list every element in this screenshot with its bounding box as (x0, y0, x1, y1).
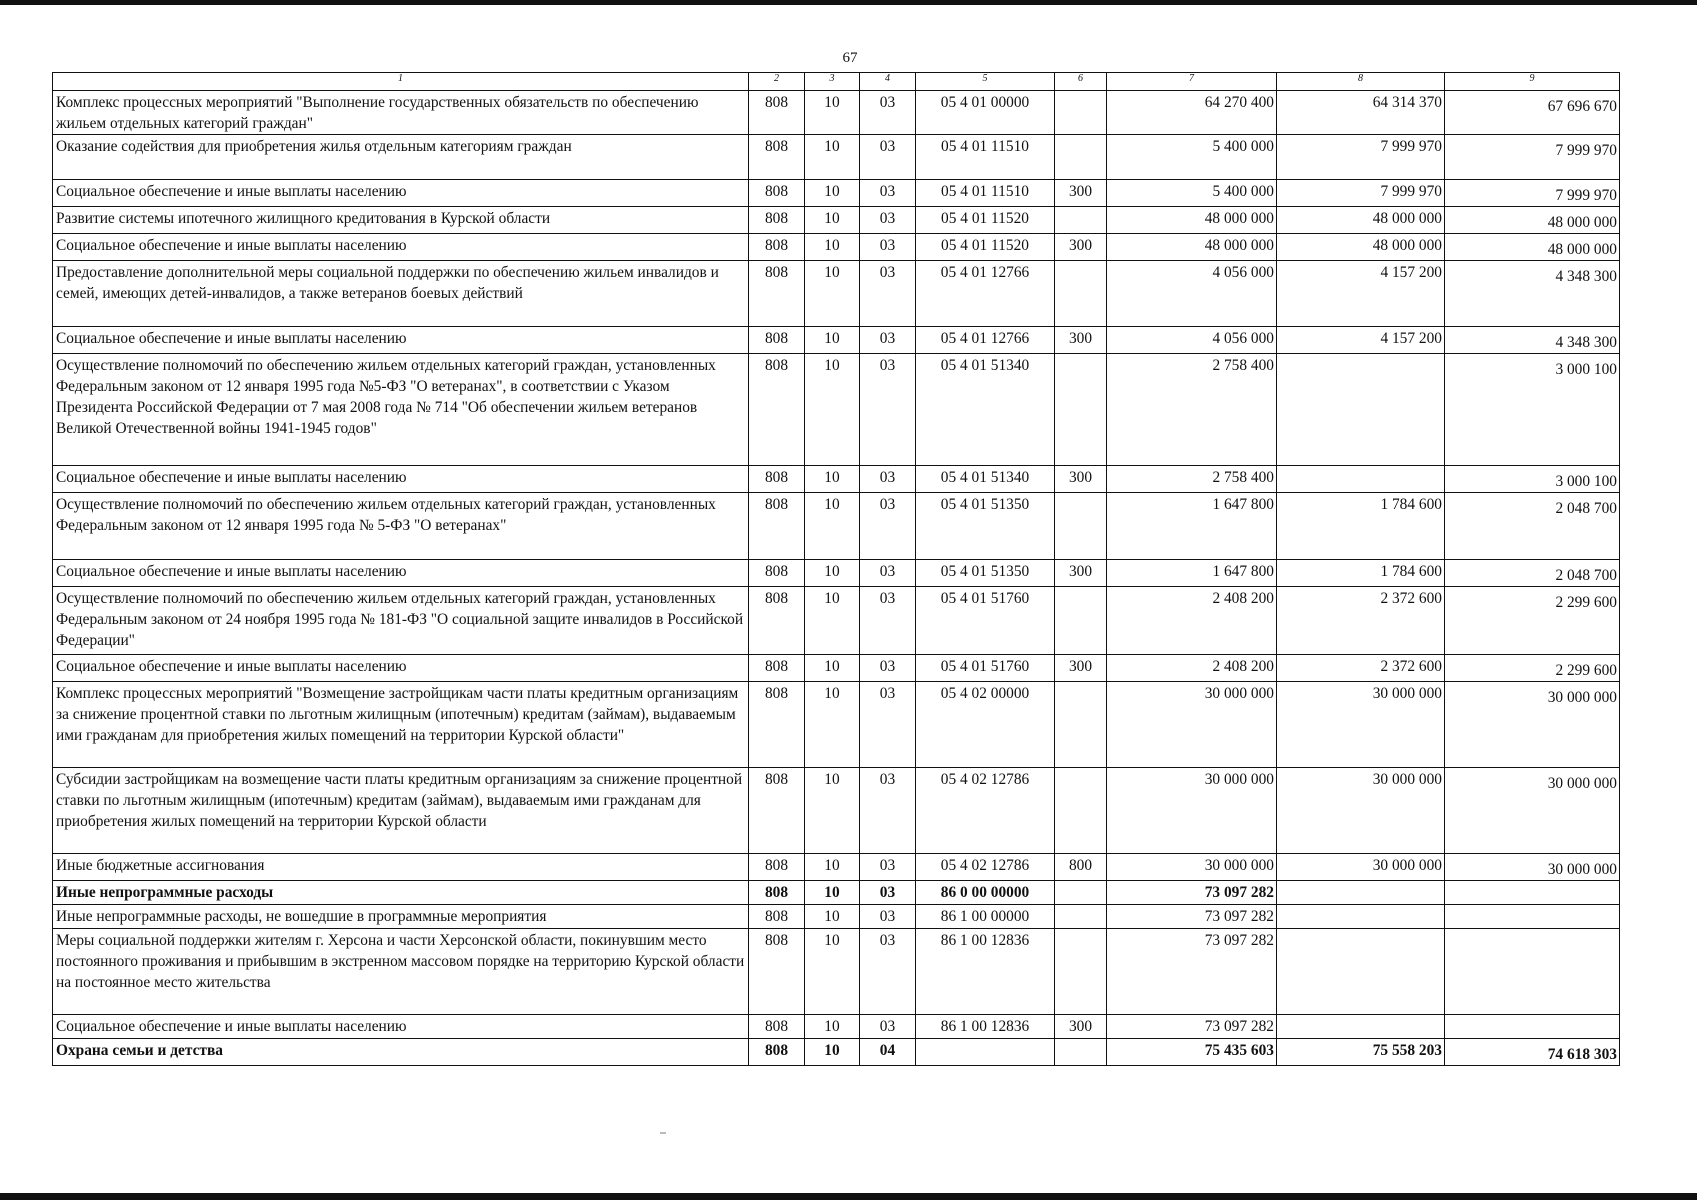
target-article-code: 05 4 02 12786 (916, 768, 1055, 854)
admin-code: 808 (749, 466, 805, 493)
subsection-code: 03 (860, 854, 916, 881)
amount-col-7: 64 270 400 (1107, 91, 1277, 135)
expense-type-code (1055, 354, 1107, 466)
row-description: Социальное обеспечение и иные выплаты населению (53, 327, 749, 354)
amount-col-9: 3 000 100 (1445, 466, 1620, 493)
column-number: 1 (53, 73, 749, 91)
table-row (53, 234, 1620, 261)
amount-col-7: 48 000 000 (1107, 207, 1277, 234)
expense-type-code (1055, 768, 1107, 854)
subsection-code: 03 (860, 135, 916, 180)
target-article-code: 05 4 01 51340 (916, 466, 1055, 493)
subsection-code: 03 (860, 560, 916, 587)
row-description: Комплекс процессных мероприятий "Возмещение застройщикам части платы кредитным организациям за снижение процентной ставки по льготным жилищным (ипотечным) кредитам (займам), выдаваемым ими гражданам для приобретения жилых помещений на территории Курской области" (53, 682, 749, 768)
amount-col-8 (1277, 905, 1445, 929)
amount-col-8: 48 000 000 (1277, 207, 1445, 234)
section-code: 10 (805, 493, 860, 560)
section-code: 10 (805, 180, 860, 207)
table-row (53, 327, 1620, 354)
amount-col-7: 30 000 000 (1107, 854, 1277, 881)
row-description: Социальное обеспечение и иные выплаты населению (53, 655, 749, 682)
amount-col-9: 2 048 700 (1445, 560, 1620, 587)
amount-col-8: 2 372 600 (1277, 587, 1445, 655)
table-row (53, 466, 1620, 493)
admin-code: 808 (749, 91, 805, 135)
amount-col-9: 4 348 300 (1445, 261, 1620, 327)
amount-col-7: 1 647 800 (1107, 560, 1277, 587)
amount-col-7: 73 097 282 (1107, 881, 1277, 905)
section-code: 10 (805, 354, 860, 466)
expense-type-code: 300 (1055, 560, 1107, 587)
subsection-code: 03 (860, 234, 916, 261)
target-article-code: 86 0 00 00000 (916, 881, 1055, 905)
target-article-code: 86 1 00 00000 (916, 905, 1055, 929)
admin-code: 808 (749, 354, 805, 466)
amount-col-9: 3 000 100 (1445, 354, 1620, 466)
column-number: 4 (860, 73, 916, 91)
admin-code: 808 (749, 261, 805, 327)
admin-code: 808 (749, 560, 805, 587)
table-row (53, 1039, 1620, 1066)
subsection-code: 04 (860, 1039, 916, 1066)
row-description: Развитие системы ипотечного жилищного кредитования в Курской области (53, 207, 749, 234)
column-number: 8 (1277, 73, 1445, 91)
row-description: Социальное обеспечение и иные выплаты населению (53, 466, 749, 493)
amount-col-7: 5 400 000 (1107, 180, 1277, 207)
section-code: 10 (805, 261, 860, 327)
target-article-code: 86 1 00 12836 (916, 1015, 1055, 1039)
section-code: 10 (805, 768, 860, 854)
row-description: Иные непрограммные расходы, не вошедшие в программные мероприятия (53, 905, 749, 929)
target-article-code: 05 4 01 11520 (916, 234, 1055, 261)
amount-col-8: 1 784 600 (1277, 560, 1445, 587)
admin-code: 808 (749, 1015, 805, 1039)
amount-col-9: 67 696 670 (1445, 91, 1620, 135)
table-row (53, 180, 1620, 207)
amount-col-9: 4 348 300 (1445, 327, 1620, 354)
amount-col-8: 4 157 200 (1277, 261, 1445, 327)
section-code: 10 (805, 587, 860, 655)
section-code: 10 (805, 655, 860, 682)
row-description: Социальное обеспечение и иные выплаты населению (53, 234, 749, 261)
section-code: 10 (805, 560, 860, 587)
column-number-row (53, 73, 1620, 91)
amount-col-8: 64 314 370 (1277, 91, 1445, 135)
section-code: 10 (805, 929, 860, 1015)
section-code: 10 (805, 135, 860, 180)
amount-col-7: 73 097 282 (1107, 929, 1277, 1015)
target-article-code: 05 4 01 12766 (916, 327, 1055, 354)
expense-type-code (1055, 91, 1107, 135)
amount-col-9: 2 048 700 (1445, 493, 1620, 560)
row-description: Субсидии застройщикам на возмещение части платы кредитным организациям за снижение процентной ставки по льготным жилищным (ипотечным) кредитам (займам), выдаваемым ими гражданам для приобретения жилых помещений на территории Курской области (53, 768, 749, 854)
row-description: Социальное обеспечение и иные выплаты населению (53, 560, 749, 587)
amount-col-8: 48 000 000 (1277, 234, 1445, 261)
column-number: 6 (1055, 73, 1107, 91)
expense-type-code: 300 (1055, 327, 1107, 354)
table-row (53, 854, 1620, 881)
expense-type-code: 300 (1055, 234, 1107, 261)
admin-code: 808 (749, 905, 805, 929)
column-number: 9 (1445, 73, 1620, 91)
amount-col-8: 75 558 203 (1277, 1039, 1445, 1066)
scan-speck (660, 1132, 666, 1134)
amount-col-9: 48 000 000 (1445, 207, 1620, 234)
amount-col-9 (1445, 881, 1620, 905)
section-code: 10 (805, 1039, 860, 1066)
expense-type-code: 300 (1055, 466, 1107, 493)
target-article-code: 05 4 01 51760 (916, 587, 1055, 655)
table-row (53, 560, 1620, 587)
amount-col-7: 5 400 000 (1107, 135, 1277, 180)
section-code: 10 (805, 1015, 860, 1039)
amount-col-8: 2 372 600 (1277, 655, 1445, 682)
section-code: 10 (805, 91, 860, 135)
amount-col-7: 73 097 282 (1107, 905, 1277, 929)
subsection-code: 03 (860, 768, 916, 854)
amount-col-9: 2 299 600 (1445, 587, 1620, 655)
target-article-code: 05 4 01 00000 (916, 91, 1055, 135)
amount-col-9: 30 000 000 (1445, 854, 1620, 881)
admin-code: 808 (749, 854, 805, 881)
amount-col-9: 7 999 970 (1445, 135, 1620, 180)
table-row (53, 261, 1620, 327)
expense-type-code (1055, 881, 1107, 905)
table-row (53, 135, 1620, 180)
expense-type-code (1055, 587, 1107, 655)
expense-type-code: 300 (1055, 1015, 1107, 1039)
admin-code: 808 (749, 682, 805, 768)
admin-code: 808 (749, 180, 805, 207)
row-description: Иные непрограммные расходы (53, 881, 749, 905)
amount-col-9: 30 000 000 (1445, 768, 1620, 854)
expense-type-code (1055, 207, 1107, 234)
column-number: 7 (1107, 73, 1277, 91)
amount-col-8: 1 784 600 (1277, 493, 1445, 560)
target-article-code: 05 4 02 12786 (916, 854, 1055, 881)
admin-code: 808 (749, 135, 805, 180)
subsection-code: 03 (860, 905, 916, 929)
admin-code: 808 (749, 587, 805, 655)
amount-col-7: 2 408 200 (1107, 587, 1277, 655)
amount-col-7: 1 647 800 (1107, 493, 1277, 560)
amount-col-9: 2 299 600 (1445, 655, 1620, 682)
subsection-code: 03 (860, 881, 916, 905)
subsection-code: 03 (860, 327, 916, 354)
table-row (53, 768, 1620, 854)
target-article-code: 05 4 01 51760 (916, 655, 1055, 682)
table-row (53, 91, 1620, 135)
column-number: 3 (805, 73, 860, 91)
amount-col-9 (1445, 1015, 1620, 1039)
admin-code: 808 (749, 1039, 805, 1066)
admin-code: 808 (749, 655, 805, 682)
admin-code: 808 (749, 327, 805, 354)
budget-table (52, 72, 1620, 1066)
subsection-code: 03 (860, 929, 916, 1015)
target-article-code: 05 4 01 51350 (916, 560, 1055, 587)
amount-col-8: 30 000 000 (1277, 682, 1445, 768)
table-row (53, 905, 1620, 929)
subsection-code: 03 (860, 655, 916, 682)
row-description: Иные бюджетные ассигнования (53, 854, 749, 881)
section-code: 10 (805, 881, 860, 905)
expense-type-code (1055, 929, 1107, 1015)
amount-col-7: 2 758 400 (1107, 354, 1277, 466)
target-article-code: 05 4 01 51340 (916, 354, 1055, 466)
subsection-code: 03 (860, 91, 916, 135)
admin-code: 808 (749, 881, 805, 905)
subsection-code: 03 (860, 1015, 916, 1039)
admin-code: 808 (749, 929, 805, 1015)
amount-col-8: 7 999 970 (1277, 135, 1445, 180)
amount-col-8: 30 000 000 (1277, 854, 1445, 881)
section-code: 10 (805, 905, 860, 929)
amount-col-7: 73 097 282 (1107, 1015, 1277, 1039)
scan-edge-bottom (0, 1193, 1697, 1200)
amount-col-7: 2 408 200 (1107, 655, 1277, 682)
amount-col-8 (1277, 929, 1445, 1015)
subsection-code: 03 (860, 587, 916, 655)
amount-col-8: 4 157 200 (1277, 327, 1445, 354)
expense-type-code (1055, 135, 1107, 180)
table-row (53, 655, 1620, 682)
row-description: Оказание содействия для приобретения жилья отдельным категориям граждан (53, 135, 749, 180)
target-article-code: 05 4 01 11510 (916, 135, 1055, 180)
target-article-code: 86 1 00 12836 (916, 929, 1055, 1015)
row-description: Охрана семьи и детства (53, 1039, 749, 1066)
amount-col-8: 30 000 000 (1277, 768, 1445, 854)
amount-col-7: 48 000 000 (1107, 234, 1277, 261)
admin-code: 808 (749, 234, 805, 261)
admin-code: 808 (749, 768, 805, 854)
row-description: Меры социальной поддержки жителям г. Херсона и части Херсонской области, покинувшим место постоянного проживания и прибывшим в экстренном массовом порядке на территорию Курской области на постоянное место жительства (53, 929, 749, 1015)
amount-col-9: 30 000 000 (1445, 682, 1620, 768)
amount-col-7: 30 000 000 (1107, 682, 1277, 768)
section-code: 10 (805, 207, 860, 234)
section-code: 10 (805, 854, 860, 881)
target-article-code: 05 4 01 11520 (916, 207, 1055, 234)
amount-col-7: 4 056 000 (1107, 261, 1277, 327)
amount-col-7: 2 758 400 (1107, 466, 1277, 493)
row-description: Комплекс процессных мероприятий "Выполнение государственных обязательств по обеспечению жильем отдельных категорий граждан" (53, 91, 749, 135)
target-article-code: 05 4 01 51350 (916, 493, 1055, 560)
amount-col-9 (1445, 929, 1620, 1015)
expense-type-code (1055, 1039, 1107, 1066)
expense-type-code: 300 (1055, 180, 1107, 207)
table-row (53, 929, 1620, 1015)
table-row (53, 207, 1620, 234)
table-row (53, 493, 1620, 560)
section-code: 10 (805, 327, 860, 354)
expense-type-code (1055, 682, 1107, 768)
column-number: 5 (916, 73, 1055, 91)
amount-col-8 (1277, 1015, 1445, 1039)
expense-type-code: 800 (1055, 854, 1107, 881)
expense-type-code (1055, 261, 1107, 327)
expense-type-code (1055, 493, 1107, 560)
admin-code: 808 (749, 207, 805, 234)
amount-col-8 (1277, 466, 1445, 493)
amount-col-9: 7 999 970 (1445, 180, 1620, 207)
subsection-code: 03 (860, 466, 916, 493)
row-description: Осуществление полномочий по обеспечению жильем отдельных категорий граждан, установленных Федеральным законом от 12 января 1995 года №5-ФЗ "О ветеранах", в соответствии с Указом Президента Российской Федерации от 7 мая 2008 года № 714 "Об обеспечении жильем ветеранов Великой Отечественной войны 1941-1945 годов" (53, 354, 749, 466)
subsection-code: 03 (860, 493, 916, 560)
section-code: 10 (805, 234, 860, 261)
subsection-code: 03 (860, 180, 916, 207)
amount-col-9 (1445, 905, 1620, 929)
amount-col-8 (1277, 354, 1445, 466)
amount-col-8: 7 999 970 (1277, 180, 1445, 207)
row-description: Осуществление полномочий по обеспечению жильем отдельных категорий граждан, установленных Федеральным законом от 12 января 1995 года № 5-ФЗ "О ветеранах" (53, 493, 749, 560)
table-row (53, 881, 1620, 905)
table-row (53, 682, 1620, 768)
column-number: 2 (749, 73, 805, 91)
table-row (53, 587, 1620, 655)
amount-col-7: 30 000 000 (1107, 768, 1277, 854)
expense-type-code: 300 (1055, 655, 1107, 682)
amount-col-7: 4 056 000 (1107, 327, 1277, 354)
target-article-code: 05 4 02 00000 (916, 682, 1055, 768)
row-description: Социальное обеспечение и иные выплаты населению (53, 1015, 749, 1039)
target-article-code: 05 4 01 11510 (916, 180, 1055, 207)
subsection-code: 03 (860, 261, 916, 327)
table-row (53, 354, 1620, 466)
page-number: 67 (842, 50, 858, 66)
section-code: 10 (805, 466, 860, 493)
scan-edge-top (0, 0, 1697, 5)
target-article-code (916, 1039, 1055, 1066)
amount-col-9: 74 618 303 (1445, 1039, 1620, 1066)
row-description: Предоставление дополнительной меры социальной поддержки по обеспечению жильем инвалидов и семей, имеющих детей-инвалидов, а также ветеранов боевых действий (53, 261, 749, 327)
section-code: 10 (805, 682, 860, 768)
amount-col-8 (1277, 881, 1445, 905)
subsection-code: 03 (860, 354, 916, 466)
row-description: Осуществление полномочий по обеспечению жильем отдельных категорий граждан, установленных Федеральным законом от 24 ноября 1995 года № 181-ФЗ "О социальной защите инвалидов в Российской Федерации" (53, 587, 749, 655)
expense-type-code (1055, 905, 1107, 929)
subsection-code: 03 (860, 682, 916, 768)
admin-code: 808 (749, 493, 805, 560)
row-description: Социальное обеспечение и иные выплаты населению (53, 180, 749, 207)
amount-col-9: 48 000 000 (1445, 234, 1620, 261)
subsection-code: 03 (860, 207, 916, 234)
amount-col-7: 75 435 603 (1107, 1039, 1277, 1066)
target-article-code: 05 4 01 12766 (916, 261, 1055, 327)
table-row (53, 1015, 1620, 1039)
